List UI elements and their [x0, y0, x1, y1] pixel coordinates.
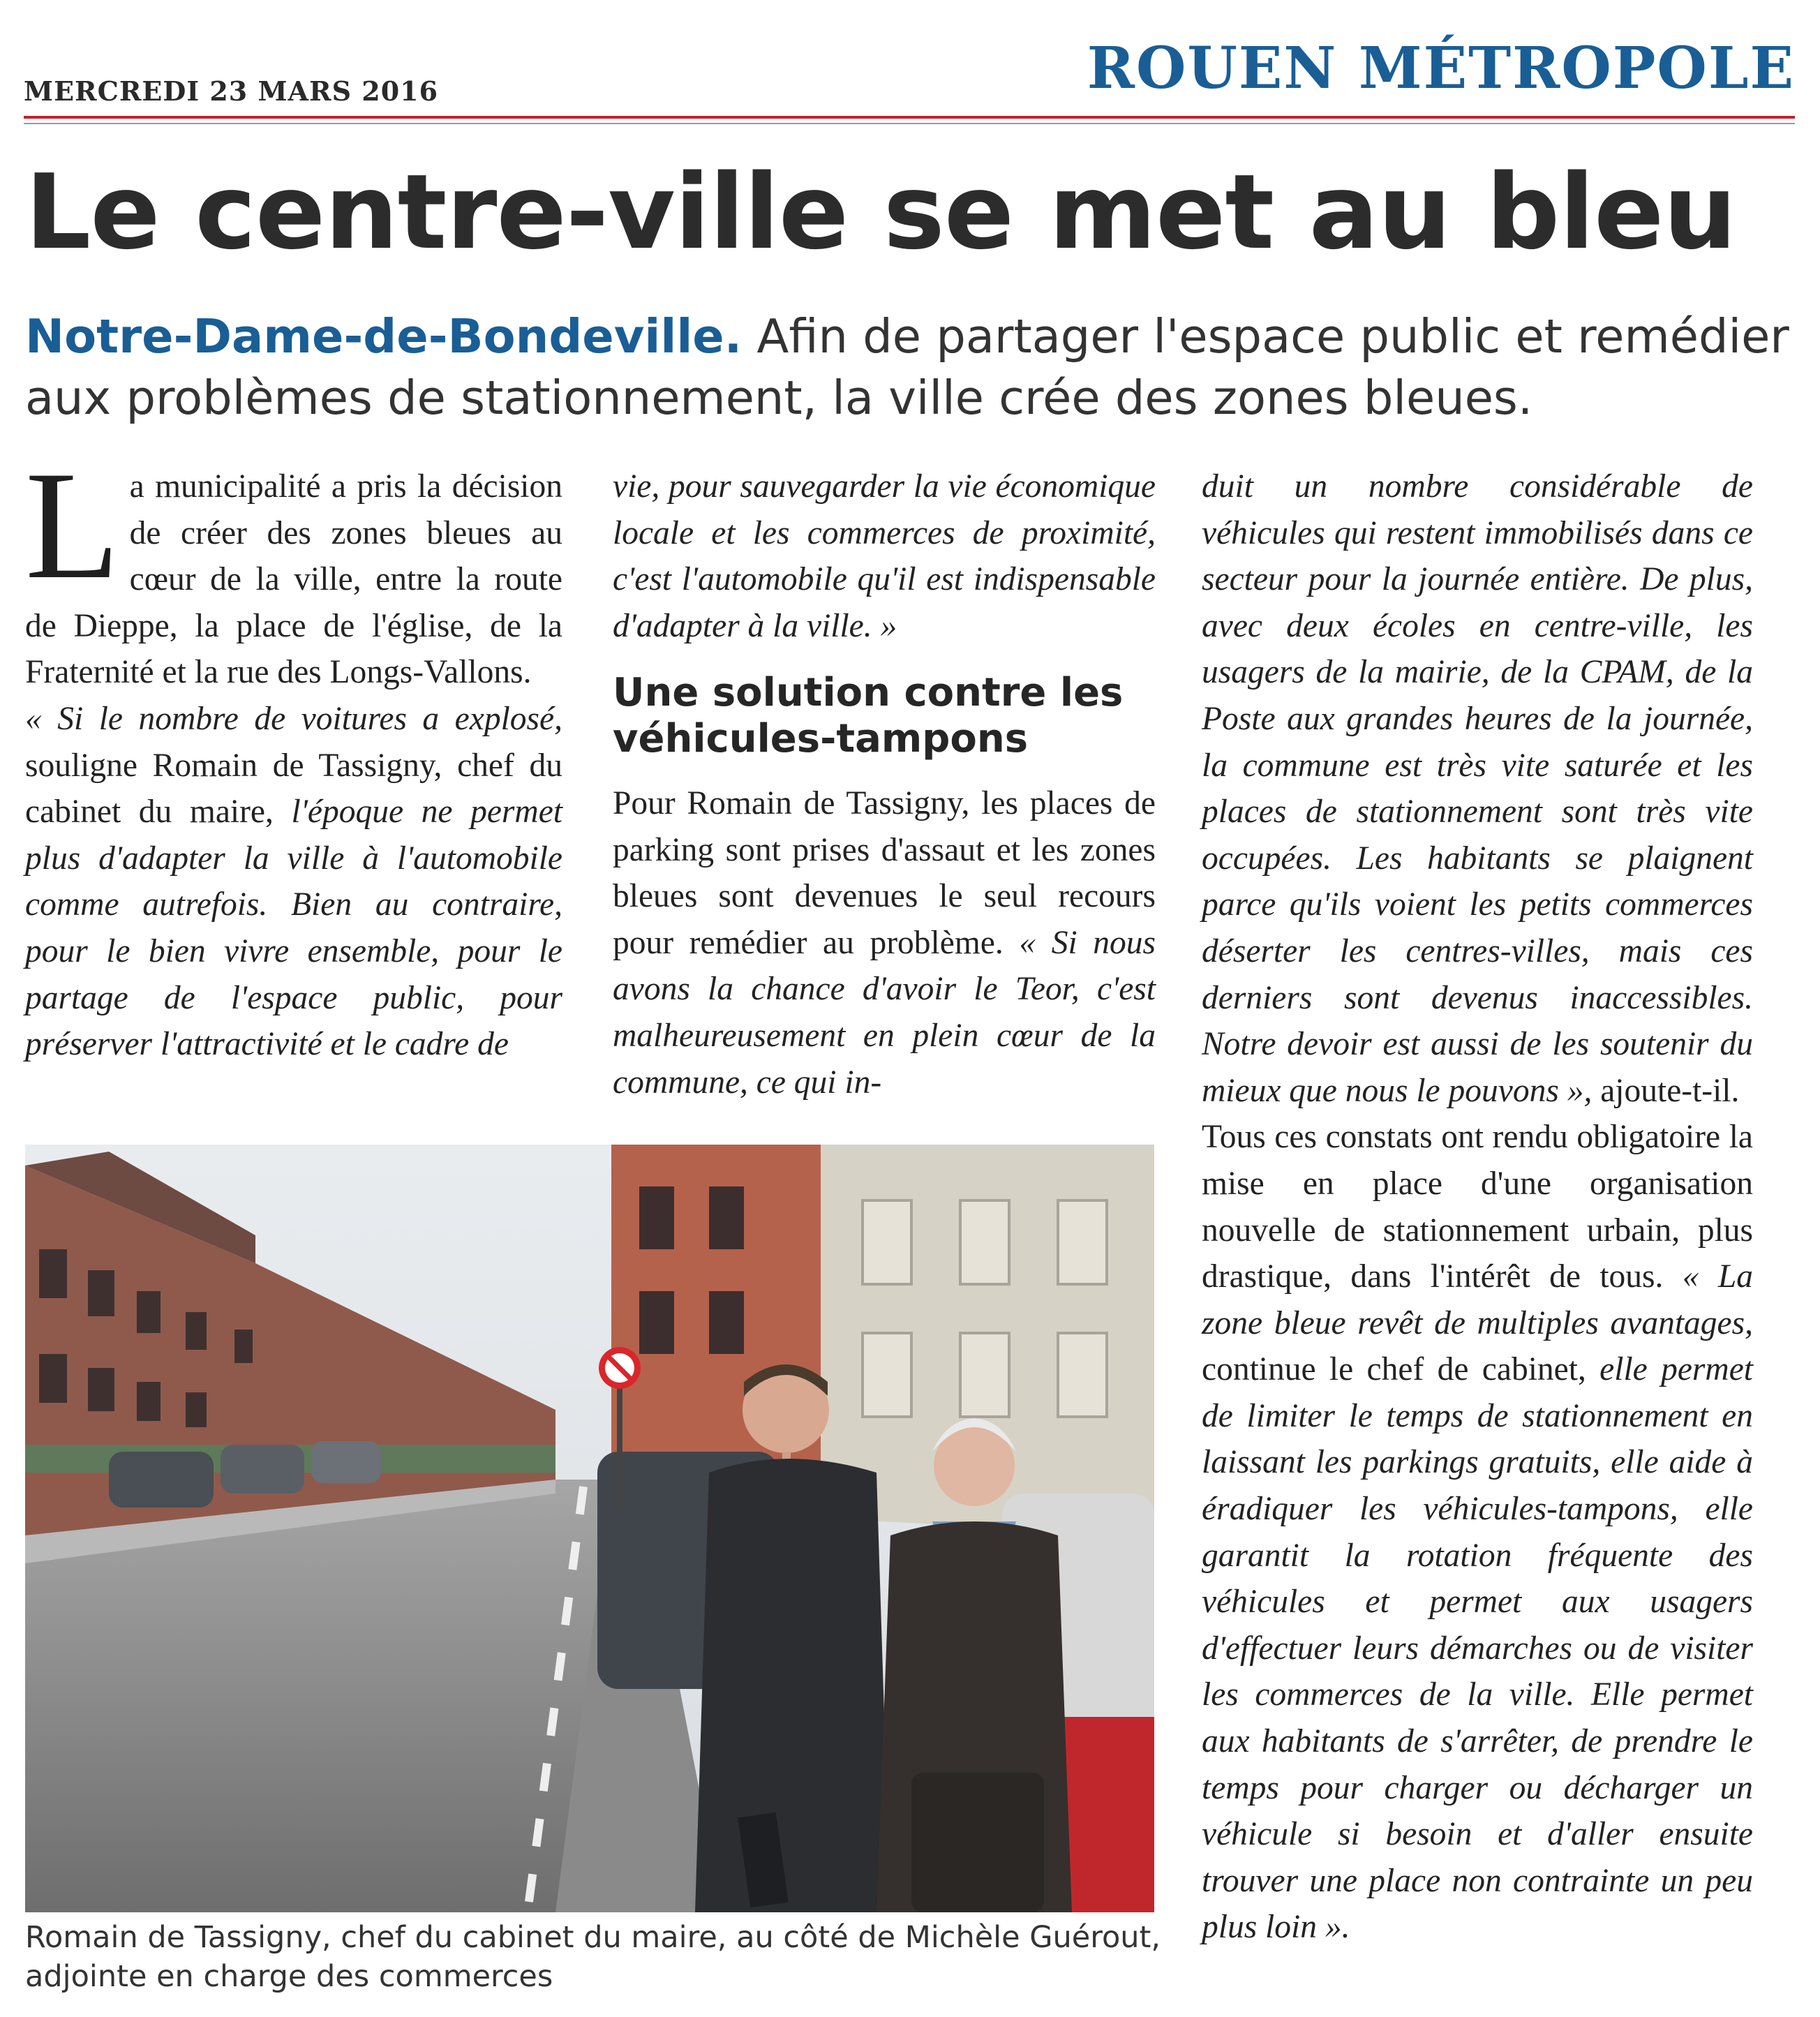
header-rule-secondary — [24, 123, 1795, 124]
header-rule — [24, 116, 1795, 119]
paragraph — [613, 463, 1156, 649]
quote-text: vie, pour sauvegarder la vie économique locale et les commerces de proximité, c'est l'automobile qu'il est indispensable d'adapter à la ville. » — [613, 468, 1156, 644]
quote-text: l'époque ne permet plus d'adapter la ville à l'automobile comme autrefois. Bien au contraire, pour le bien vivre ensemble, pour le partage de l'espace public, pour préserver l'attractivité et le cadre de — [25, 794, 562, 1063]
paragraph-text: Tous ces constats ont rendu obligatoire la mise en place d'une organisation nouvelle de stationnement urbain, plus drastique, dans l'intérêt de tous. — [1202, 1119, 1753, 1295]
paragraph — [613, 780, 1156, 1106]
quote-text: elle permet de limiter le temps de stationnement en laissant les parkings gratuits, elle aide à éradiquer les véhicules-tampons, elle garantit la rotation fréquente des véhicules et permet aux usagers d'effectuer leurs démarches ou de visiter les commerces de la ville. Elle permet aux habitants de s'arrêter, de prendre le temps pour charger ou décharger un véhicule si besoin et d'aller ensuite trouver une place non contrainte un peu plus loin ». — [1202, 1351, 1753, 1946]
paragraph-text: a municipalité a pris la décision de créer des zones bleues au cœur de la ville, entre la route de Dieppe, la place de l'église, de la Fraternité et la rue des Longs-Vallons. — [25, 468, 562, 691]
drop-cap: L — [25, 440, 120, 611]
paragraph-text: Pour Romain de Tassigny, les places de parking sont prises d'assaut et les zones bleues sont devenues le seul recours pour remédier au problème. — [613, 785, 1156, 961]
paragraph — [25, 696, 562, 1068]
issue-date: MERCREDI 23 MARS 2016 — [24, 75, 439, 107]
article-standfirst — [25, 306, 1798, 429]
article-column-2 — [613, 463, 1156, 649]
article-headline: Le centre-ville se met au bleu — [25, 152, 1736, 272]
quote-text: duit un nombre considérable de véhicules qui restent immobilisés dans ce secteur pour la journée entière. De plus, avec deux écoles en centre-ville, les usagers de la mairie, de la CPAM, de la Poste aux grandes heures de la journée, la commune est très vite saturée et les places de stationnement sont très vite occupées. Les habitants se plaignent parce qu'ils voient les petits commerces déserter les centres-villes, mais ces derniers sont devenus inaccessibles. Notre devoir est aussi de les soutenir du mieux que nous le pouvons », — [1202, 468, 1753, 1109]
photo-caption: Romain de Tassigny, chef du cabinet du maire, au côté de Michèle Guérout, adjointe en charge des commerces — [25, 1920, 1161, 1994]
standfirst-text: Afin de partager l'espace public et remédier aux problèmes de stationnement, la ville crée des zones bleues. — [25, 309, 1789, 425]
quote-text: « La zone bleue revêt de multiples avantages, — [1202, 1258, 1753, 1341]
quote-text: « Si le nombre de voitures a explosé, — [25, 700, 562, 737]
paragraph — [1202, 1114, 1753, 1951]
quote-text: « Si nous avons la chance d'avoir le Teor, c'est malheureusement en plein cœur de la commune, ce qui in- — [613, 924, 1156, 1101]
article-column-2-continued — [613, 780, 1156, 1106]
paragraph — [1202, 463, 1753, 1114]
quote-attribution: continue le chef de cabinet, — [1202, 1351, 1586, 1388]
article-column-1 — [25, 440, 562, 1068]
quote-attribution: ajoute-t-il. — [1592, 1072, 1740, 1109]
article-photo — [25, 1145, 1154, 1912]
article-column-3 — [1202, 463, 1753, 1951]
section-title: ROUEN MÉTROPOLE — [1087, 35, 1795, 102]
dateline-location: Notre-Dame-de-Bondeville. — [25, 309, 743, 364]
article-subheading: Une solution contre les véhicules-tampons — [613, 670, 1124, 761]
paragraph — [25, 440, 562, 696]
quote-attribution: souligne Romain de Tassigny, chef du cabinet du maire, — [25, 747, 562, 831]
